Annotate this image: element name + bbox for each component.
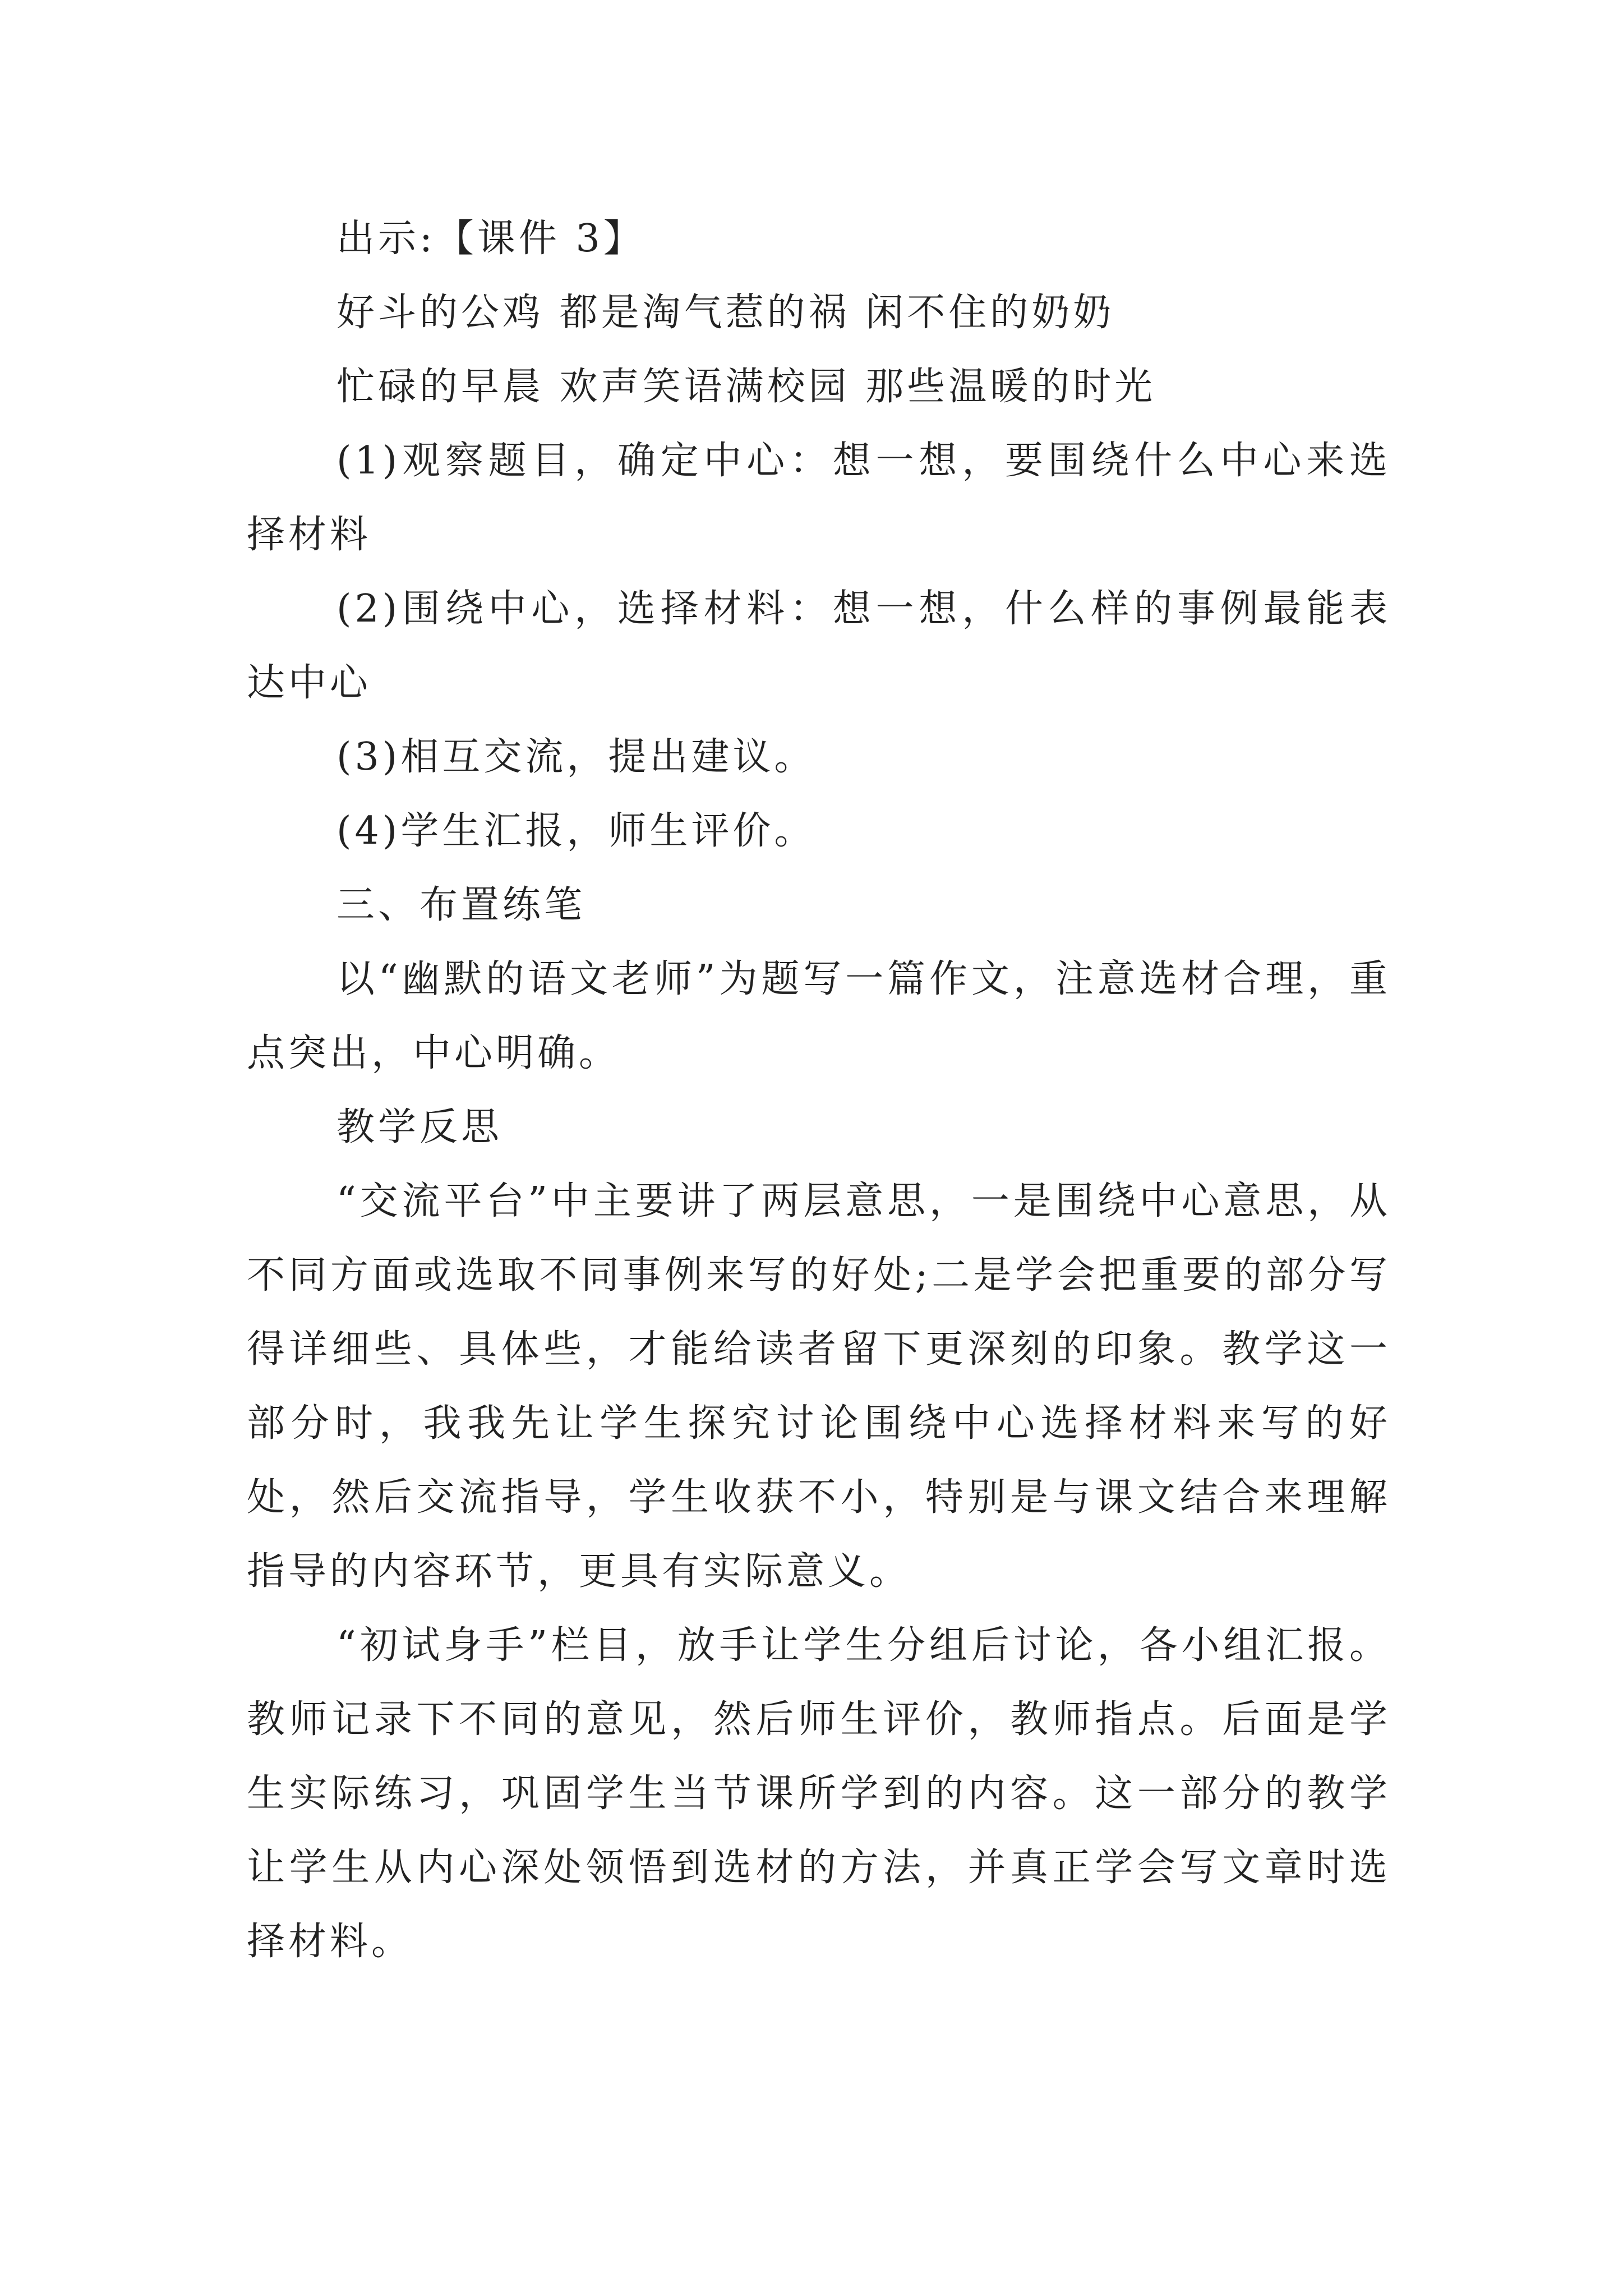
section-heading-reflection: 教学反思 xyxy=(336,1105,503,1149)
step-2-paragraph: (2)围绕中心，选择材料：想一想，什么样的事例最能表达中心 xyxy=(247,587,1391,705)
reflection-paragraph-1: “交流平台”中主要讲了两层意思，一是围绕中心意思，从不同方面或选取不同事例来写的好处;二是学会把重要的部分写得详细些、具体些，才能给读者留下更深刻的印象。教学这一部分时，我我先让学生探究讨论围绕中心选择材料来写的好处，然后交流指导，学生收获不小，特别是与课文结合来理解指导的内容环节，更具有实际意义。 xyxy=(247,1179,1391,1594)
courseware-heading: 出示:【课件 3】 xyxy=(336,217,645,261)
step-4-paragraph: (4)学生汇报，师生评价。 xyxy=(336,809,816,853)
step-3-paragraph: (3)相互交流，提出建议。 xyxy=(336,735,816,779)
reflection-paragraph-2: “初试身手”栏目，放手让学生分组后讨论，各小组汇报。教师记录下不同的意见，然后师生评价，教师指点。后面是学生实际练习，巩固学生当节课所学到的内容。这一部分的教学让学生从内心深处领悟到选材的方法，并真正学会写文章时选择材料。 xyxy=(247,1623,1391,1964)
section-heading-practice: 三、布置练笔 xyxy=(336,883,586,927)
step-1-paragraph: (1)观察题目，确定中心：想一想，要围绕什么中心来选择材料 xyxy=(247,439,1391,557)
document-body xyxy=(247,202,1391,1979)
assignment-paragraph: 以“幽默的语文老师”为题写一篇作文，注意选材合理，重点突出，中心明确。 xyxy=(247,957,1391,1075)
topic-list-line-2: 忙碌的早晨 欢声笑语满校园 那些温暖的时光 xyxy=(336,365,1156,409)
topic-list-line-1: 好斗的公鸡 都是淘气惹的祸 闲不住的奶奶 xyxy=(336,291,1115,335)
